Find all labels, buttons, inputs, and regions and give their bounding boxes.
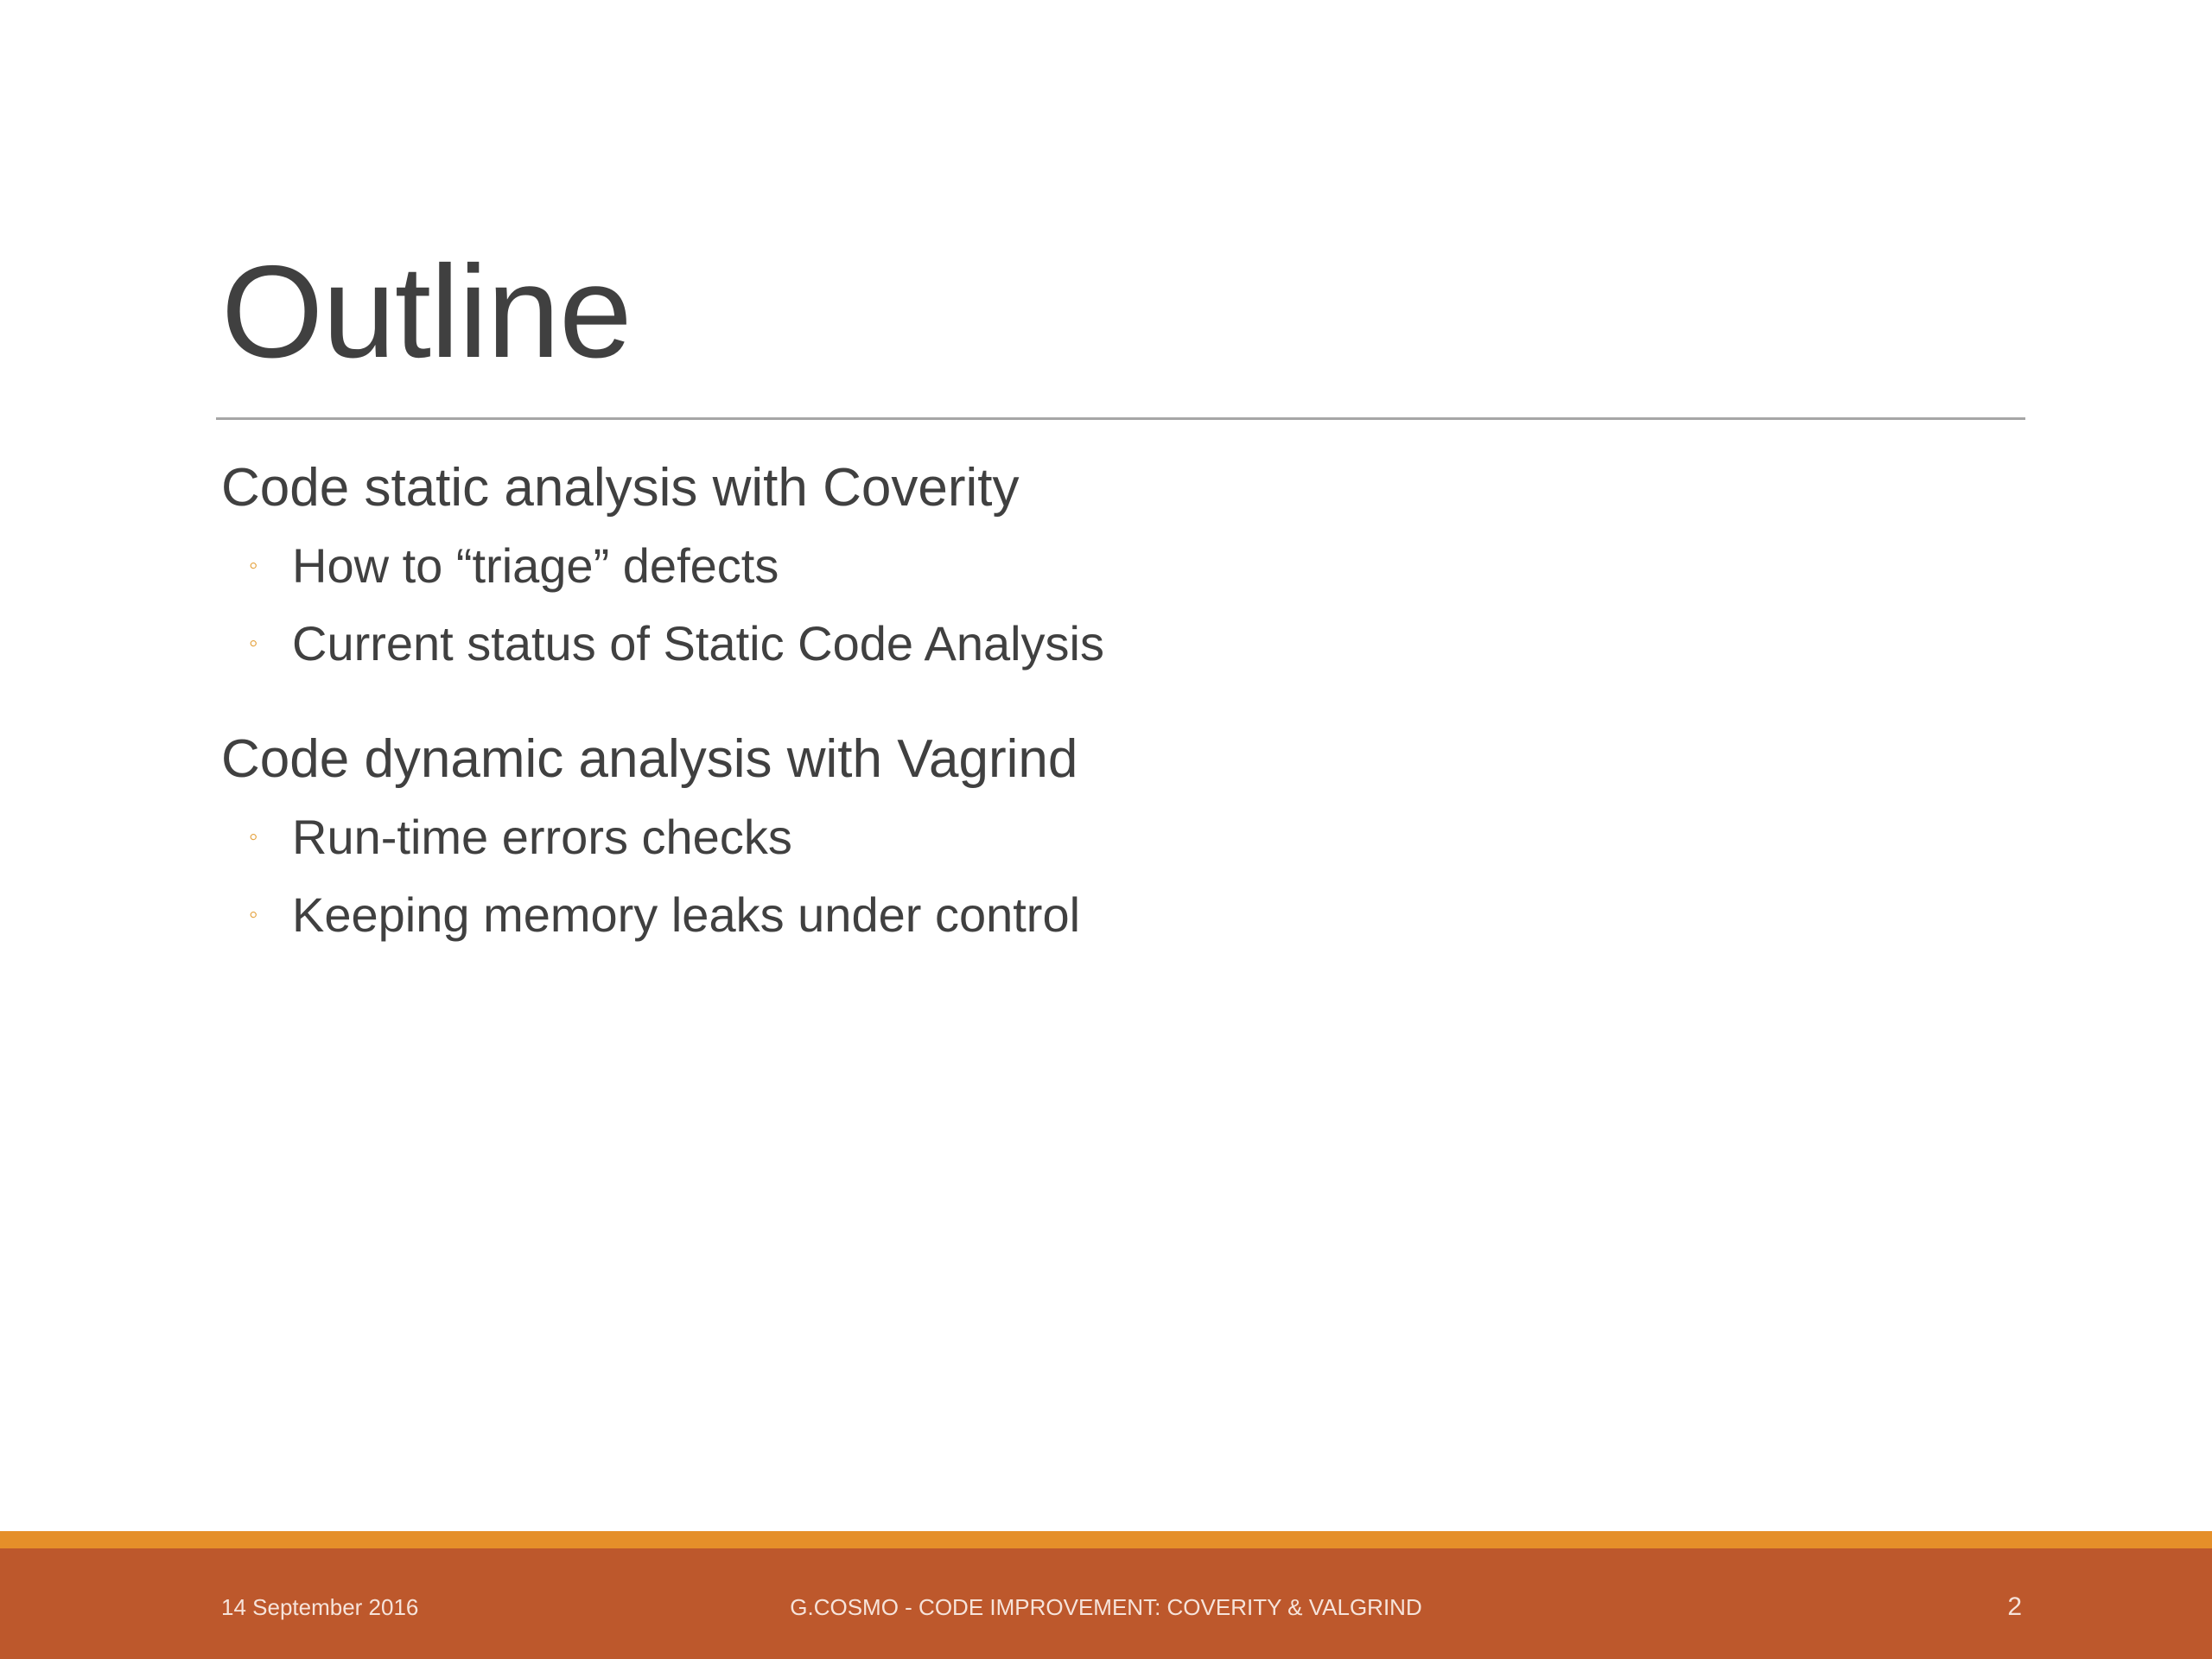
footer-date: 14 September 2016 (221, 1594, 419, 1620)
list-item-text: Keeping memory leaks under control (292, 887, 1081, 942)
bullet-circle-icon: ◦ (249, 629, 258, 658)
list-item (221, 798, 2001, 876)
section-dynamic-analysis (221, 721, 2001, 954)
bullet-circle-icon: ◦ (249, 900, 258, 929)
title-divider (216, 417, 2025, 420)
slide-content (221, 449, 2001, 954)
bullet-circle-icon: ◦ (249, 551, 258, 580)
page-number: 2 (2007, 1592, 2022, 1621)
sub-bullet-list (221, 527, 2001, 683)
section-heading: Code static analysis with Coverity (221, 458, 1020, 518)
footer-title: G.COSMO - CODE IMPROVEMENT: COVERITY & VALGRIND (790, 1594, 1422, 1620)
list-item-text: How to “triage” defects (292, 538, 779, 593)
list-item-text: Run-time errors checks (292, 810, 792, 864)
bullet-circle-icon: ◦ (249, 823, 258, 851)
section-heading: Code dynamic analysis with Vagrind (221, 729, 1078, 789)
list-item (221, 605, 2001, 683)
section-static-analysis (221, 449, 2001, 683)
footer-accent-stripe (0, 1531, 2212, 1548)
list-item-text: Current status of Static Code Analysis (292, 616, 1104, 671)
sub-bullet-list (221, 798, 2001, 954)
list-item (221, 527, 2001, 605)
slide-title: Outline (221, 238, 632, 385)
list-item (221, 876, 2001, 954)
